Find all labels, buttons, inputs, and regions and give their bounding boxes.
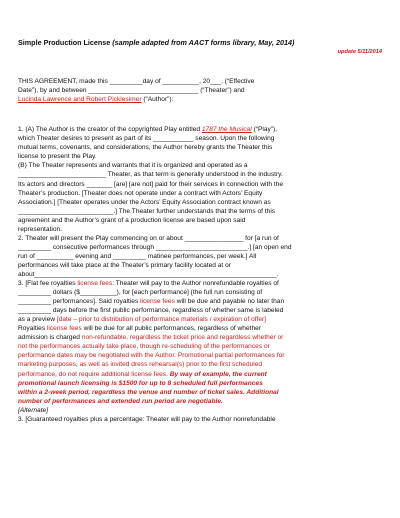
- red-clause-line: not the performances actually take place, though re-scheduling of the performances or: [18, 343, 270, 351]
- clause-line: [18, 125, 382, 134]
- clause-line: representation.: [18, 225, 62, 233]
- clause-line: [18, 297, 382, 306]
- agreement-line: THIS AGREEMENT, made this _________day of __________, 20___, (“Effective: [18, 78, 255, 86]
- clause-line: _________ dollars ($__________), for [each performance] {the full run consisting of: [18, 289, 263, 297]
- license-document: [18, 38, 382, 424]
- clause-text: will be due and payable no later than: [174, 298, 285, 306]
- title-main: Simple Production License: [18, 38, 111, 47]
- play-title: 1787 the Musical: [201, 126, 252, 134]
- clause-line: (B) The Theater represents and warrants that it is organized and operated as a: [18, 162, 248, 170]
- clause-line: _________ consecutive performances through _________________________.] [an open end: [18, 243, 292, 251]
- clause-text: will be due for all public performances, regardless of whether: [81, 325, 262, 333]
- update-note: update 5/11/2014: [337, 49, 382, 56]
- clause-line: [18, 370, 382, 379]
- clause-text: 3. [Flat fee royalties: [18, 280, 78, 288]
- agreement-line: Date”), by and between ______________________________ (“Theater”) and: [18, 87, 245, 95]
- spacer: [18, 57, 382, 77]
- example-note-line: promotional launch licensing is $1500 for up to 8 scheduled full performances: [18, 379, 263, 387]
- example-note-line: number of performances and extended run period are negotiable.: [18, 397, 223, 405]
- clause-text: (“Play”),: [251, 126, 278, 134]
- authors-suffix: (“Author”):: [141, 96, 174, 104]
- clause-line: performances will take place at the Theater’s primary facility located at or: [18, 261, 231, 269]
- clause-line: which Theater desires to present as part of its ___________ season. Upon the following: [18, 135, 275, 143]
- license-fees-text: license fees: [140, 298, 175, 306]
- clause-text: as a preview: [18, 316, 57, 324]
- clause-line: ________________________ Theater, as that term is generally understood in the industry.: [18, 171, 283, 179]
- red-clause-line: performance dates may be negotiated with the Author. Promotional partial performances for: [18, 352, 285, 360]
- clause-line: license to present the Play.: [18, 153, 97, 161]
- clause-line: Its actors and directors _______ [are] [are not] paid for their services in connection with the: [18, 180, 283, 188]
- clause-line: __________________________.] The Theater further understands that the terms of this: [18, 207, 276, 215]
- clause-line: Theater’s production. [Theater does not operate under a contract with Actors’ Equity: [18, 189, 263, 197]
- clause-line: Association.] [Theater operates under the Actors’ Equity Association contract known as: [18, 198, 271, 206]
- clause-3-alternate: [18, 415, 382, 424]
- clause-text: admission is charged: [18, 334, 82, 342]
- clause-line: [18, 324, 382, 333]
- spacer: [18, 104, 382, 125]
- clause-line: [18, 315, 382, 324]
- clause-line: [18, 279, 382, 288]
- document-title: [18, 38, 382, 47]
- clause-1: [18, 125, 382, 234]
- clause-text: : Theater will pay to the Author nonrefundable royalties of: [112, 280, 279, 288]
- clause-line: mutual terms, covenants, and considerations, the Author hereby grants the Theater this: [18, 144, 273, 152]
- clause-text: 1. (A) The Author is the creator of the copyrighted Play entitled: [18, 126, 202, 134]
- clause-line: about__________________________________________________________________.: [18, 270, 279, 278]
- license-fees-text: license fees: [46, 325, 82, 333]
- agreement-line: [18, 95, 382, 104]
- clause-text: _________ performances]. Said royalties: [18, 298, 141, 306]
- date-note: [date – prior to distribution of performance materials / expiration of offer]: [56, 316, 267, 324]
- clause-line: 3. [Guaranteed royalties plus a percentage: Theater will pay to the Author nonrefundable: [18, 415, 276, 423]
- red-clause-line: marketing purposes, as well as invited dress rehearsal(s) prior to the first scheduled: [18, 361, 263, 369]
- license-fees-text: license fees: [77, 280, 113, 288]
- alternate-label: [Alternate]: [18, 406, 49, 414]
- example-note: By way of example, the current: [167, 370, 267, 378]
- clause-line: agreement and the Author’s grant of a production license are based upon said: [18, 216, 246, 224]
- clause-2: [18, 234, 382, 279]
- clause-line: run of __________ evening and _________ matinee performances, per week.] All: [18, 252, 257, 260]
- red-clause-text: non-refundable, regardless the ticket price and regardless whether or: [81, 334, 284, 342]
- example-note-line: within a 2-week period, regardless the venue and number of ticket sales. Additional: [18, 388, 279, 396]
- authors-name-link[interactable]: Lucinda Lawrence and Robert Picklesimer: [18, 96, 142, 104]
- clause-line: 2. Theater will present the Play commencing on or about ________________ for [a run of: [18, 234, 279, 242]
- clause-line: [18, 333, 382, 342]
- clause-line: _________ days before the first public performance, regardless of whether same is labeled: [18, 307, 284, 315]
- title-subtitle: (sample adapted from AACT forms library, May, 2014): [112, 38, 295, 47]
- red-clause-text: performance, do not require additional license fees.: [18, 370, 168, 378]
- clause-text: Royalties: [18, 325, 47, 333]
- agreement-paragraph: [18, 77, 382, 104]
- clause-3: [18, 279, 382, 415]
